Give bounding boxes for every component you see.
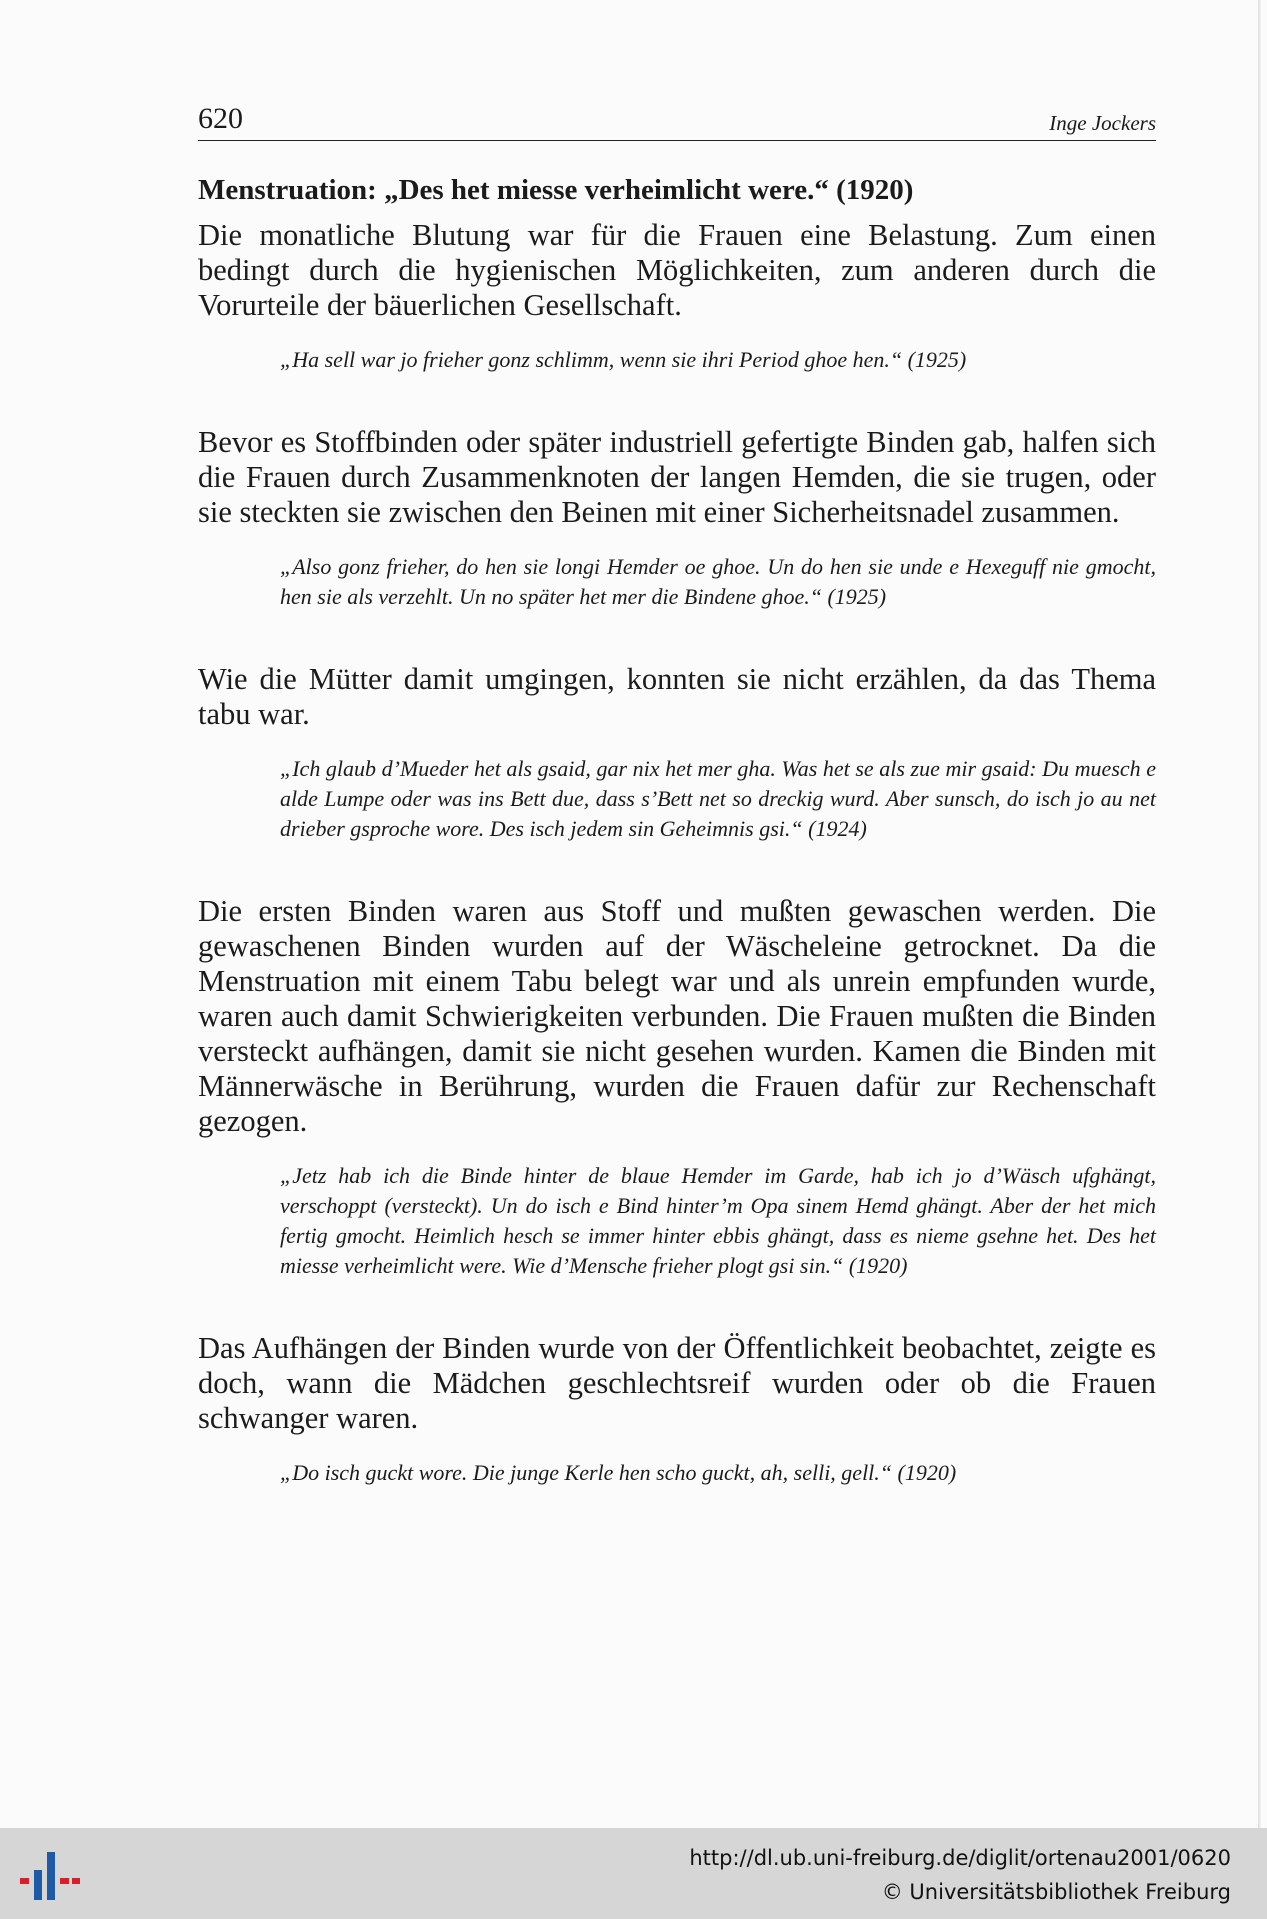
page-header	[198, 98, 1156, 141]
viewer-footer	[0, 1828, 1267, 1919]
permalink-url[interactable]: http://dl.ub.uni-freiburg.de/diglit/ortenau2001/0620	[689, 1846, 1231, 1870]
page-edge-shadow	[1258, 0, 1261, 1828]
running-head-author: Inge Jockers	[1049, 111, 1156, 135]
page-body	[198, 170, 1156, 1488]
dialect-quote: „Ich glaub d’Mueder het als gsaid, gar nix het mer gha. Was het se als zue mir gsaid: Du muesch e alde Lumpe oder was ins Bett due, dass s’Bett net so dreckig wurd. Aber sunsch, do isch jo au net drieber gsproche wore. Des isch jedem sin Geheimnis gsi.“ (1924)	[280, 756, 1156, 841]
body-paragraph: Die monatliche Blutung war für die Frauen eine Belastung. Zum einen bedingt durch die hygienischen Möglichkeiten, zum anderen durch die Vorurteile der bäuerlichen Gesellschaft.	[198, 218, 1156, 322]
dialect-quote: „Do isch guckt wore. Die junge Kerle hen scho guckt, ah, selli, gell.“ (1920)	[280, 1460, 957, 1485]
body-paragraph: Bevor es Stoffbinden oder später industriell gefertigte Binden gab, halfen sich die Frauen durch Zusammenknoten der langen Hemden, die sie trugen, oder sie steckten sie zwischen den Beinen mit einer Sicherheitsnadel zusammen.	[198, 425, 1156, 529]
page-number: 620	[198, 102, 243, 135]
body-paragraph: Die ersten Binden waren aus Stoff und mußten gewaschen werden. Die gewaschenen Binden wurden auf der Wäscheleine getrocknet. Da die Menstruation mit einem Tabu belegt war und als unrein empfunden wurde, waren auch damit Schwierigkeiten verbunden. Die Frauen mußten die Binden versteckt aufhängen, damit sie nicht gesehen wurden. Kamen die Binden mit Männerwäsche in Berührung, wurden die Frauen dafür zur Rechenschaft gezogen.	[198, 894, 1156, 1138]
section-heading: Menstruation: „Des het miesse verheimlicht were.“ (1920)	[198, 174, 914, 206]
dialect-quote: „Also gonz frieher, do hen sie longi Hemder oe ghoe. Un do hen sie unde e Hexeguff nie gmocht, hen sie als verzehlt. Un no später het mer die Bindene ghoe.“ (1925)	[280, 554, 1156, 609]
body-paragraph: Wie die Mütter damit umgingen, konnten sie nicht erzählen, da das Thema tabu war.	[198, 662, 1156, 731]
dialect-quote: „Jetz hab ich die Binde hinter de blaue Hemder im Garde, hab ich jo d’Wäsch ufghängt, verschoppt (versteckt). Un do isch e Bind hinter’m Opa sinem Hemd ghängt. Aber der het mich fertig gmocht. Heimlich hesch se immer hinter ebbis ghängt, dass es nieme gsehne het. Des het miesse verheimlicht were. Wie d’Mensche frieher plogt gsi sin.“ (1920)	[280, 1163, 1156, 1278]
ub-freiburg-logo-icon[interactable]	[18, 1842, 82, 1906]
body-paragraph: Das Aufhängen der Binden wurde von der Öffentlichkeit beobachtet, zeigte es doch, wann die Mädchen geschlechtsreif wurden oder ob die Frauen schwanger waren.	[198, 1331, 1156, 1435]
copyright-notice: © Universitätsbibliothek Freiburg	[881, 1880, 1231, 1904]
dialect-quote: „Ha sell war jo frieher gonz schlimm, wenn sie ihri Period ghoe hen.“ (1925)	[280, 347, 967, 372]
